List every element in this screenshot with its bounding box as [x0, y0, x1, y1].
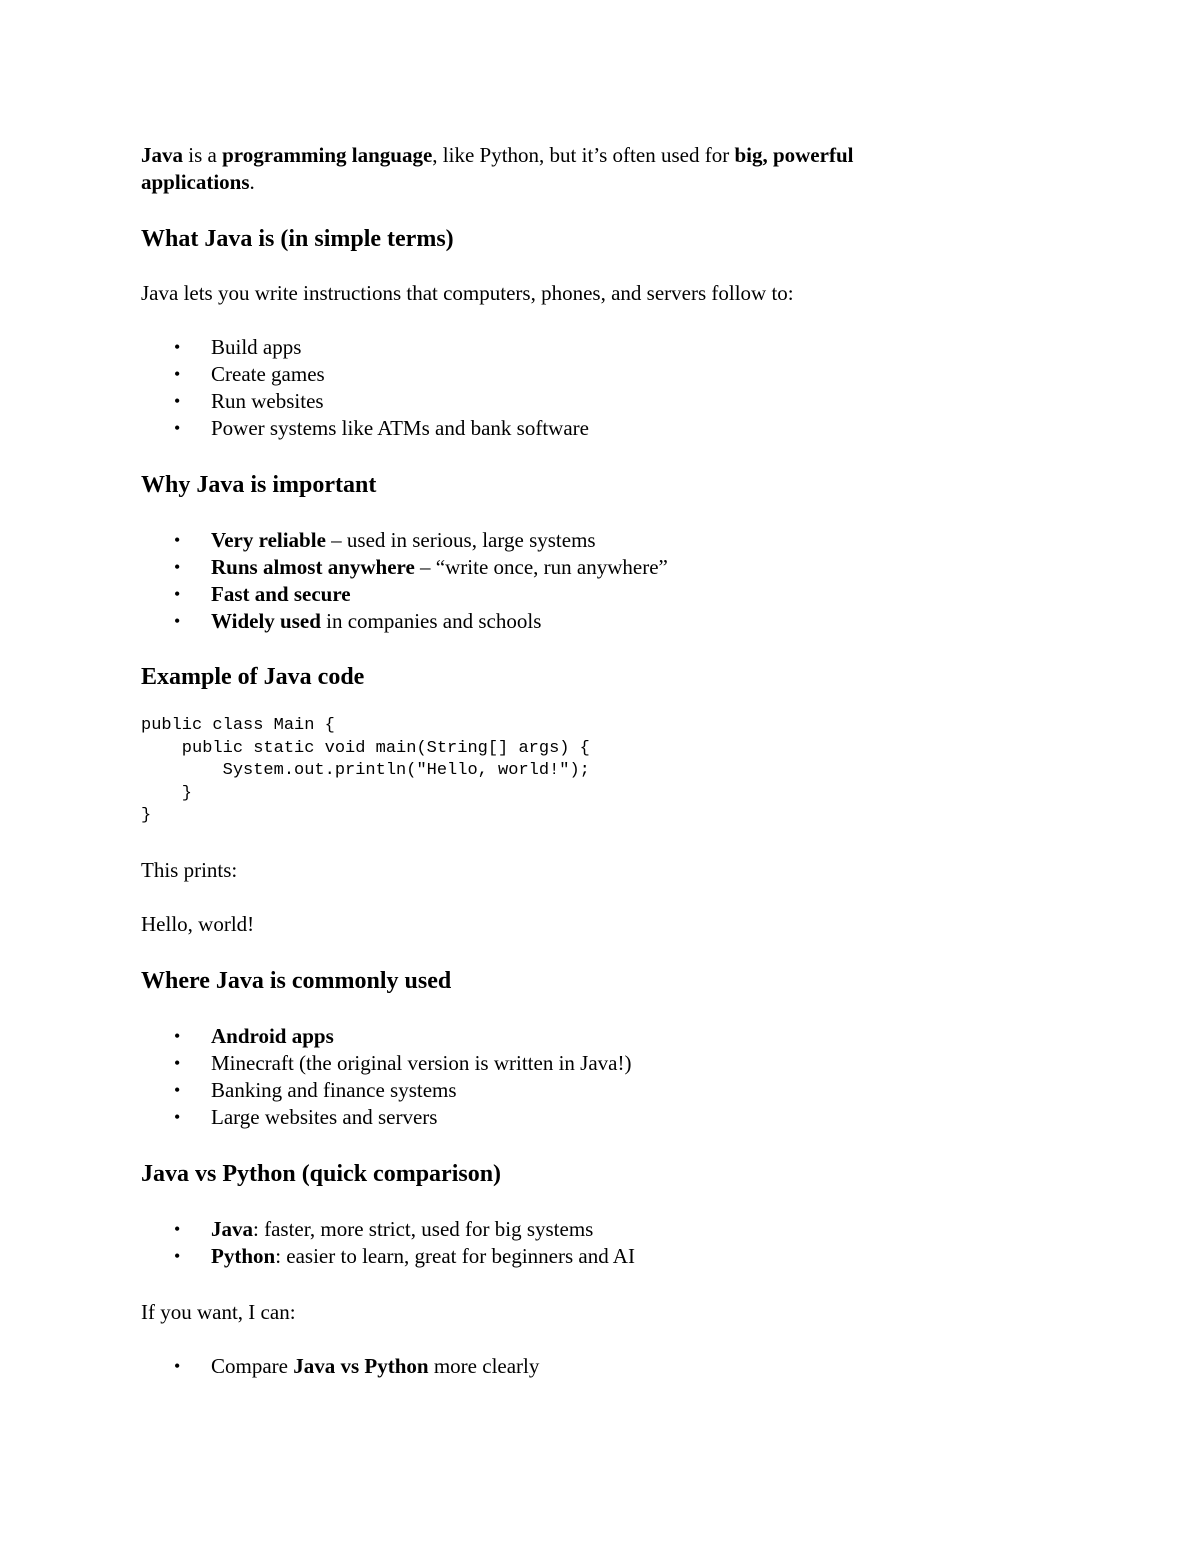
list-item — [141, 415, 1061, 442]
bullet-icon: • — [174, 611, 181, 631]
intro-paragraph — [141, 142, 961, 196]
list-item — [141, 527, 1061, 554]
list-item-text: Banking and finance systems — [211, 1077, 457, 1102]
list-item — [141, 1216, 1061, 1243]
list-item-bold: Runs almost anywhere — [211, 555, 415, 579]
where-used-list — [141, 1023, 1061, 1131]
document-page — [141, 142, 1061, 1380]
list-item-text: Build apps — [211, 335, 302, 359]
list-item-bold: Java vs Python — [293, 1353, 429, 1378]
bullet-icon: • — [174, 1106, 181, 1127]
list-item — [141, 361, 1061, 388]
what-java-list — [141, 334, 1061, 442]
bullet-icon: • — [174, 418, 181, 438]
bullet-icon: • — [174, 1025, 181, 1046]
list-item — [141, 1050, 1061, 1077]
closing-list — [141, 1353, 1061, 1380]
bullet-icon: • — [174, 1079, 181, 1100]
list-item-text: in companies and schools — [320, 609, 542, 633]
bullet-icon: • — [174, 364, 181, 384]
list-item-text: Create games — [211, 362, 325, 386]
bullet-icon: • — [174, 1355, 181, 1376]
bullet-icon: • — [174, 1218, 181, 1239]
list-item-bold: Fast and secure — [211, 582, 351, 606]
list-item — [141, 1077, 1061, 1104]
bullet-icon: • — [174, 530, 181, 550]
intro-text-2: , like Python, but it’s often used for — [432, 143, 735, 167]
list-item — [141, 388, 1061, 415]
list-item-bold: Android apps — [211, 1023, 334, 1048]
bullet-icon: • — [174, 337, 181, 357]
what-java-text: Java lets you write instructions that computers, phones, and servers follow to: — [141, 281, 794, 305]
closing-text: If you want, I can: — [141, 1299, 296, 1324]
list-item — [141, 1104, 1061, 1131]
why-java-list — [141, 527, 1061, 635]
list-item-text: Power systems like ATMs and bank software — [211, 416, 589, 440]
bullet-icon: • — [174, 391, 181, 411]
java-vs-python-list — [141, 1216, 1061, 1270]
output-text: Hello, world! — [141, 911, 255, 936]
list-item-text: Large websites and servers — [211, 1104, 438, 1129]
heading-what-java-is: What Java is (in simple terms) — [141, 226, 454, 252]
intro-text-3: . — [249, 170, 255, 194]
bullet-icon: • — [174, 584, 181, 604]
intro-big-powerful: big, powerful applications — [141, 143, 854, 194]
list-item-bold: Very reliable — [211, 528, 326, 552]
bullet-icon: • — [174, 1052, 181, 1073]
list-item-bold: Java — [211, 1216, 253, 1241]
bullet-icon: • — [174, 557, 181, 577]
list-item — [141, 608, 1061, 635]
intro-text-1: is a — [183, 143, 223, 167]
intro-java: Java — [141, 143, 183, 167]
list-item — [141, 581, 1061, 608]
intro-programming-language: programming language — [222, 143, 433, 167]
list-item — [141, 554, 1061, 581]
list-item-text: more clearly — [428, 1353, 540, 1378]
list-item-text: : easier to learn, great for beginners and AI — [275, 1243, 635, 1268]
heading-why-java-important: Why Java is important — [141, 472, 377, 498]
bullet-icon: • — [174, 1245, 181, 1266]
code-block: public class Main { public static void main(String[] args) { System.out.println("Hello, world!"); } } — [141, 716, 590, 825]
heading-java-vs-python: Java vs Python (quick comparison) — [141, 1160, 502, 1187]
heading-where-used: Where Java is commonly used — [141, 967, 452, 994]
list-item-text: Compare — [211, 1353, 294, 1378]
list-item-text: – used in serious, large systems — [325, 528, 596, 552]
list-item-bold: Widely used — [211, 609, 321, 633]
prints-label: This prints: — [141, 857, 238, 882]
list-item — [141, 1023, 1061, 1050]
list-item-text: : faster, more strict, used for big systems — [253, 1216, 594, 1241]
list-item — [141, 1353, 1061, 1380]
list-item-text: – “write once, run anywhere” — [414, 555, 668, 579]
list-item — [141, 334, 1061, 361]
heading-example-code: Example of Java code — [141, 664, 365, 690]
list-item — [141, 1243, 1061, 1270]
list-item-bold: Python — [211, 1243, 276, 1268]
list-item-text: Run websites — [211, 389, 324, 413]
list-item-text: Minecraft (the original version is written in Java!) — [211, 1050, 632, 1075]
